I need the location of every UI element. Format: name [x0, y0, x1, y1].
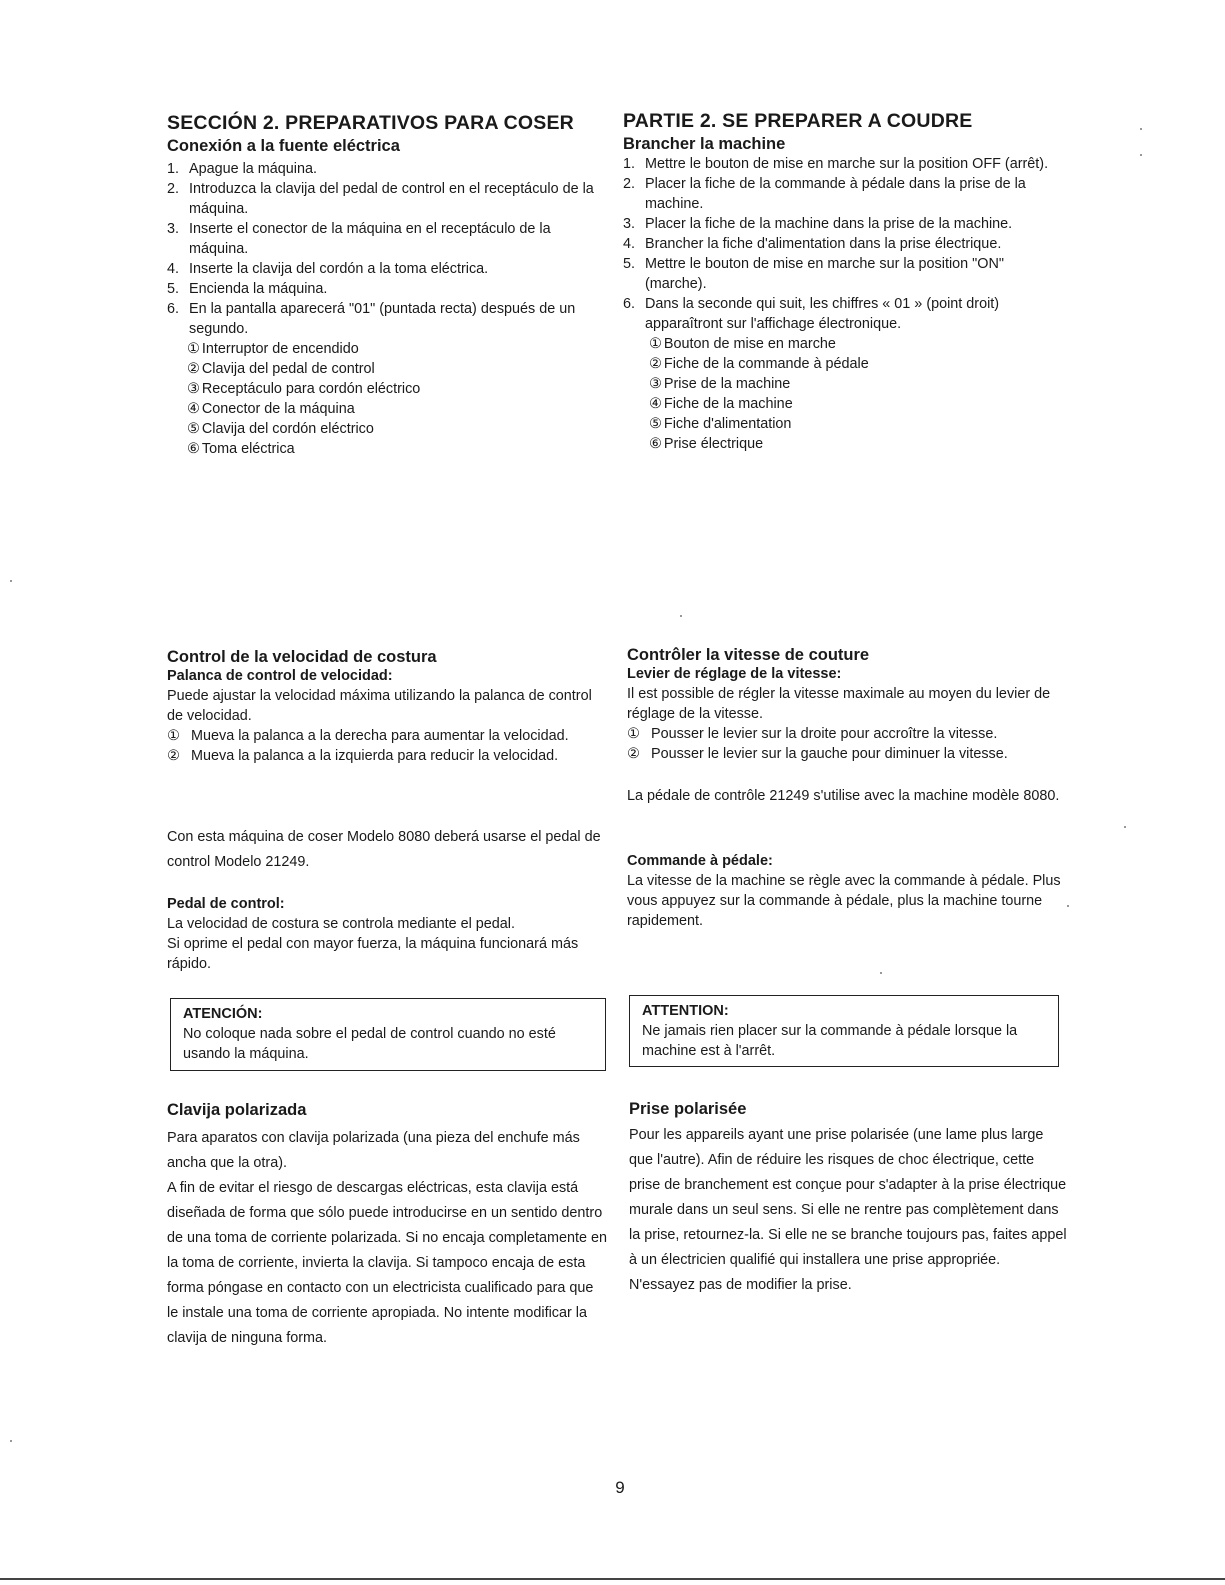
- fr-part-item: ⑤ Fiche d'alimentation: [649, 416, 792, 432]
- fr-model-text: La pédale de contrôle 21249 s'utilise avec la machine modèle 8080.: [627, 788, 1060, 804]
- es-part-item: ③ Receptáculo para cordón eléctrico: [187, 381, 421, 397]
- es-attention-title: ATENCIÓN:: [183, 1006, 263, 1022]
- es-connection-heading: Conexión a la fuente eléctrica: [167, 137, 400, 155]
- scan-speck: [880, 972, 882, 974]
- fr-pedal-heading: Commande à pédale:: [627, 853, 773, 869]
- fr-speed-section: [627, 645, 1072, 764]
- fr-polarized-text: Pour les appareils ayant une prise polarisée (une lame plus large que l'autre). Afin de réduire les risques de choc électrique, cette prise de branchement est conçue pour s'adapter à la prise électrique murale dans un seul sens. Si elle ne rentre pas complètement dans la prise, retournez-la. Si elle ne se branche toujours pas, faites appel à un électricien qualifié qui installera une prise appropriée. N'essayez pas de modifier la prise.: [629, 1127, 1067, 1293]
- fr-connection-heading: Brancher la machine: [623, 135, 786, 153]
- fr-model-note: [627, 784, 1072, 809]
- es-model-text: Con esta máquina de coser Modelo 8080 deberá usarse el pedal de control Modelo 21249.: [167, 829, 601, 870]
- scan-speck: [10, 1440, 12, 1442]
- es-pedal-text-2: Si oprime el pedal con mayor fuerza, la máquina funcionará más rápido.: [167, 936, 579, 972]
- es-speed-section: [167, 647, 607, 766]
- es-attention-box: [170, 998, 606, 1071]
- scan-speck: [680, 615, 682, 617]
- page-number: 9: [615, 1478, 625, 1497]
- fr-pedal-text: La vitesse de la machine se règle avec la commande à pédale. Plus vous appuyez sur la commande à pédale, plus la machine tourne rapidement.: [627, 873, 1061, 929]
- es-speed-heading: Control de la velocidad de costura: [167, 648, 437, 666]
- fr-lever-item: ① Pousser le levier sur la droite pour accroître la vitesse.: [627, 726, 998, 742]
- fr-part-item: ③ Prise de la machine: [649, 376, 791, 392]
- es-parts-legend: [167, 339, 607, 459]
- es-pedal-text-1: La velocidad de costura se controla mediante el pedal.: [167, 916, 515, 932]
- fr-step: 4. Brancher la fiche d'alimentation dans la prise électrique.: [623, 236, 1002, 252]
- es-step: 1. Apague la máquina.: [167, 161, 318, 177]
- es-step: 5. Encienda la máquina.: [167, 281, 328, 297]
- es-steps-list: [167, 159, 607, 339]
- fr-connection-steps: [623, 154, 1068, 454]
- fr-attention-title: ATTENTION:: [642, 1003, 729, 1019]
- fr-attention-box: [629, 995, 1059, 1067]
- es-part-item: ② Clavija del pedal de control: [187, 361, 375, 377]
- fr-lever-list: [627, 724, 1072, 764]
- fr-part-item: ① Bouton de mise en marche: [649, 336, 836, 352]
- es-model-note: [167, 825, 607, 875]
- es-lever-heading: Palanca de control de velocidad:: [167, 668, 393, 684]
- fr-step: 5. Mettre le bouton de mise en marche sur la position "ON" (marche).: [623, 256, 1004, 292]
- es-lever-text: Puede ajustar la velocidad máxima utilizando la palanca de control de velocidad.: [167, 688, 592, 724]
- fr-step: 1. Mettre le bouton de mise en marche sur la position OFF (arrêt).: [623, 156, 1049, 172]
- scan-speck: [1140, 128, 1142, 130]
- es-part-item: ④ Conector de la máquina: [187, 401, 355, 417]
- fr-attention-text: Ne jamais rien placer sur la commande à pédale lorsque la machine est à l'arrêt.: [642, 1023, 1018, 1059]
- scan-speck: [1140, 154, 1142, 156]
- scan-speck: [1124, 826, 1126, 828]
- scan-speck: [1067, 905, 1069, 907]
- es-step: 6. En la pantalla aparecerá "01" (puntada recta) después de un segundo.: [167, 301, 576, 337]
- fr-part-item: ④ Fiche de la machine: [649, 396, 793, 412]
- fr-speed-heading: Contrôler la vitesse de couture: [627, 646, 870, 664]
- es-part-item: ⑥ Toma eléctrica: [187, 441, 295, 457]
- es-lever-item: ② Mueva la palanca a la izquierda para reducir la velocidad.: [167, 748, 559, 764]
- es-polarized-text-2: A fin de evitar el riesgo de descargas eléctricas, esta clavija está diseñada de forma que sólo puede introducirse en un sentido dentro de una toma de corriente polarizada. Si no encaja completamente en la toma de corriente, invierta la clavija. Si tampoco encaja de esta forma póngase en contacto con un electricista cualificado para que le instale una toma de corriente apropiada. No intente modificar la clavija de ninguna forma.: [167, 1180, 607, 1346]
- fr-lever-heading: Levier de réglage de la vitesse:: [627, 666, 842, 682]
- fr-step: 3. Placer la fiche de la machine dans la prise de la machine.: [623, 216, 1013, 232]
- es-part-item: ① Interruptor de encendido: [187, 341, 359, 357]
- fr-part-item: ② Fiche de la commande à pédale: [649, 356, 869, 372]
- es-attention-text: No coloque nada sobre el pedal de control cuando no esté usando la máquina.: [183, 1026, 556, 1062]
- fr-part-item: ⑥ Prise électrique: [649, 436, 764, 452]
- fr-section-header: [623, 110, 1068, 154]
- es-step: 3. Inserte el conector de la máquina en el receptáculo de la máquina.: [167, 221, 551, 257]
- fr-step: 2. Placer la fiche de la commande à pédale dans la prise de la machine.: [623, 176, 1026, 212]
- es-polarized-text-1: Para aparatos con clavija polarizada (una pieza del enchufe más ancha que la otra).: [167, 1130, 580, 1171]
- es-pedal-heading: Pedal de control:: [167, 896, 285, 912]
- es-step: 2. Introduzca la clavija del pedal de control en el receptáculo de la máquina.: [167, 181, 594, 217]
- fr-pedal-section: [627, 852, 1072, 931]
- es-section-title: SECCIÓN 2. PREPARATIVOS PARA COSER: [167, 112, 574, 134]
- fr-step: 6. Dans la seconde qui suit, les chiffres « 01 » (point droit) apparaîtront sur l'affichage électronique.: [623, 296, 1000, 332]
- fr-lever-item: ② Pousser le levier sur la gauche pour diminuer la vitesse.: [627, 746, 1008, 762]
- es-connection-steps: [167, 159, 607, 459]
- fr-lever-text: Il est possible de régler la vitesse maximale au moyen du levier de réglage de la vitesse.: [627, 686, 1051, 722]
- fr-steps-list: [623, 154, 1068, 334]
- fr-polarized-heading: Prise polarisée: [629, 1100, 747, 1118]
- es-lever-item: ① Mueva la palanca a la derecha para aumentar la velocidad.: [167, 728, 569, 744]
- es-section-header: [167, 112, 607, 156]
- fr-parts-legend: [623, 334, 1068, 454]
- scan-bottom-edge: [0, 1578, 1225, 1580]
- fr-section-title: PARTIE 2. SE PREPARER A COUDRE: [623, 110, 973, 132]
- es-polarized-heading: Clavija polarizada: [167, 1101, 307, 1119]
- es-polarized-section: [167, 1100, 607, 1351]
- scan-speck: [10, 580, 12, 582]
- es-lever-list: [167, 726, 607, 766]
- es-pedal-section: [167, 895, 607, 974]
- es-part-item: ⑤ Clavija del cordón eléctrico: [187, 421, 374, 437]
- fr-polarized-section: [629, 1099, 1069, 1298]
- es-step: 4. Inserte la clavija del cordón a la toma eléctrica.: [167, 261, 489, 277]
